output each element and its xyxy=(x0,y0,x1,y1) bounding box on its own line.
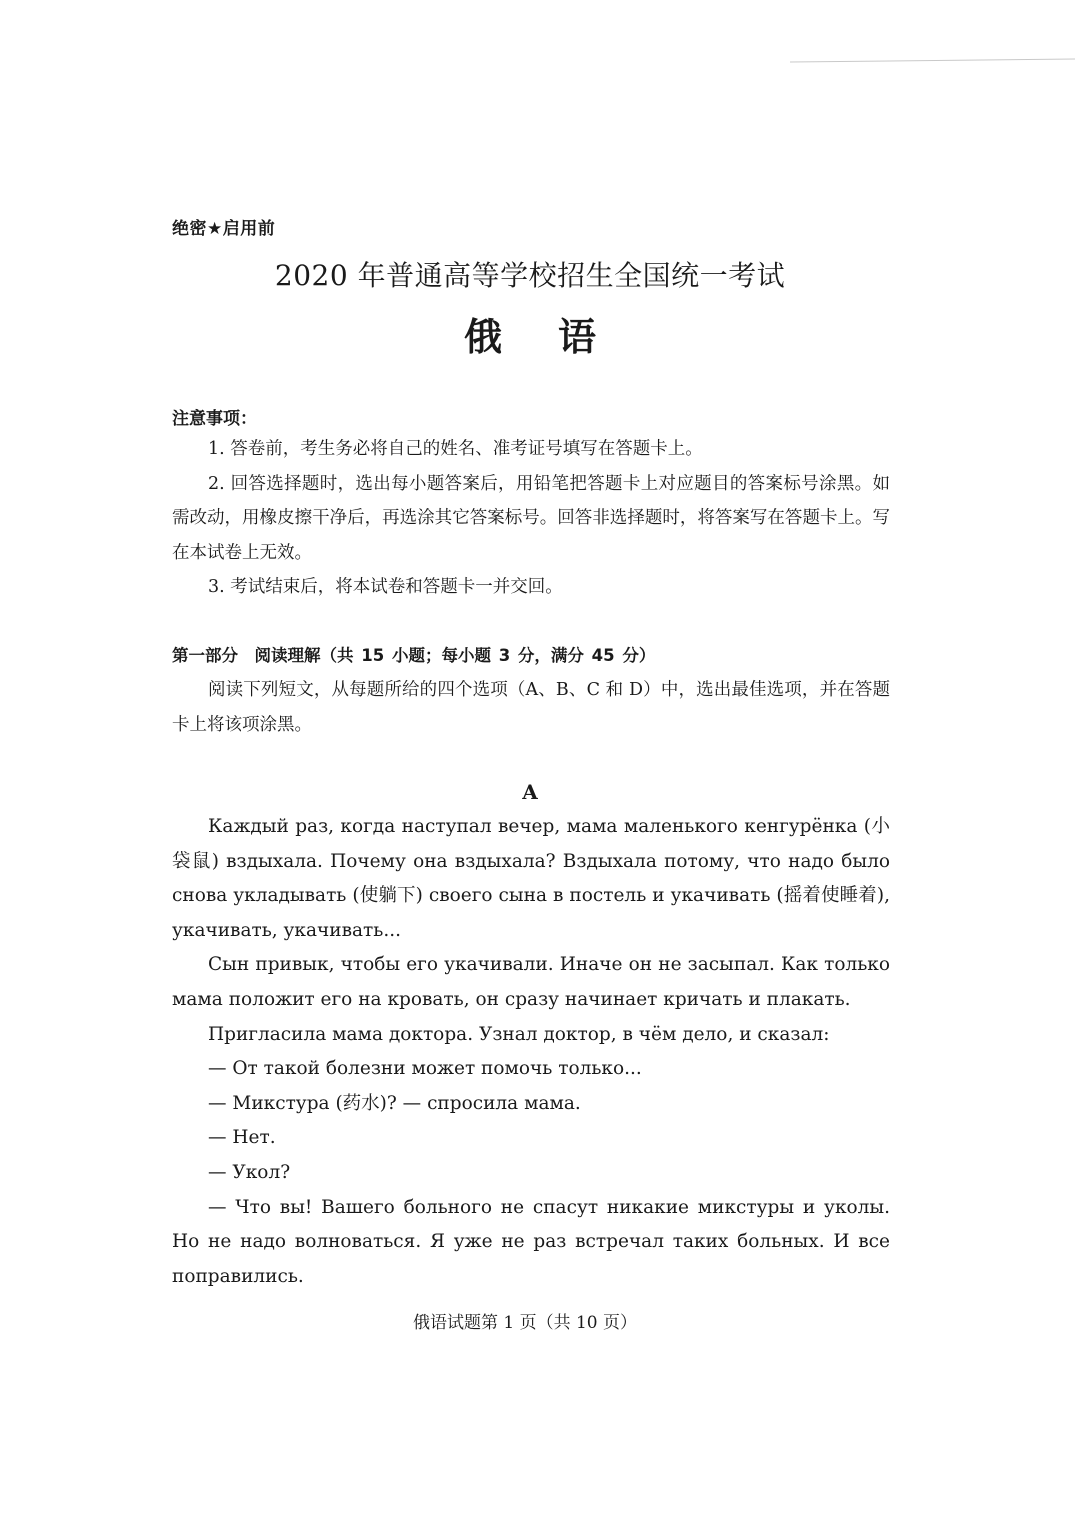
subject-title: 俄语 xyxy=(463,315,652,359)
text-a-paragraph-6: — Нет. xyxy=(208,1127,276,1149)
part1-instruction-block xyxy=(172,673,890,742)
text-a-paragraph-5: — Микстура (药水)? — спросила мама. xyxy=(208,1092,581,1114)
notes-item-2: 2. 回答选择题时，选出每小题答案后，用铅笔把答题卡上对应题目的答案标号涂黑。如需改动，用橡皮擦干净后，再选涂其它答案标号。回答非选择题时，将答案写在答题卡上。写在本试卷上无效。 xyxy=(172,473,890,563)
text-a-paragraph-1: Каждый раз, когда наступал вечер, мама маленького кенгурёнка (小袋鼠) вздыхала. Почему она вздыхала? Вздыхала потому, что надо было снова укладывать (使躺下) своего сына в постель и укачивать (摇着使睡着), укачивать, укачивать... xyxy=(172,816,890,941)
notes-list xyxy=(172,432,890,605)
notes-heading: 注意事项： xyxy=(172,409,257,429)
notes-item-3: 3. 考试结束后，将本试卷和答题卡一并交回。 xyxy=(208,577,563,597)
text-a-paragraph-7: — Укол? xyxy=(208,1161,291,1183)
text-a-paragraph-8: — Что вы! Вашего больного не спасут никакие микстуры и уколы. Но не надо волноваться. Я уже не раз встречал таких больных. И все поправились. xyxy=(172,1196,890,1287)
part1-heading: 第一部分 阅读理解（共 15 小题；每小题 3 分，满分 45 分） xyxy=(172,646,656,665)
scan-artifact-line xyxy=(790,59,1075,63)
text-a-label: A xyxy=(522,780,538,804)
text-a-paragraph-4: — От такой болезни может помочь только... xyxy=(208,1058,642,1080)
page-footer: 俄语试题第 1 页（共 10 页） xyxy=(412,1313,638,1333)
part1-instruction: 阅读下列短文，从每题所给的四个选项（A、B、C 和 D）中，选出最佳选项，并在答题卡上将该项涂黑。 xyxy=(172,680,890,735)
text-a-paragraph-2: Сын привык, чтобы его укачивали. Иначе он не засыпал. Как только мама положит его на кровать, он сразу начинает кричать и плакать. xyxy=(172,954,890,1010)
text-a-paragraph-3: Пригласила мама доктора. Узнал доктор, в чём дело, и сказал: xyxy=(208,1023,830,1045)
exam-title: 2020 年普通高等学校招生全国统一考试 xyxy=(274,259,786,292)
text-a-body xyxy=(172,810,890,1294)
secret-mark: 绝密★启用前 xyxy=(172,219,276,239)
notes-item-1: 1. 答卷前，考生务必将自己的姓名、准考证号填写在答题卡上。 xyxy=(208,439,703,459)
